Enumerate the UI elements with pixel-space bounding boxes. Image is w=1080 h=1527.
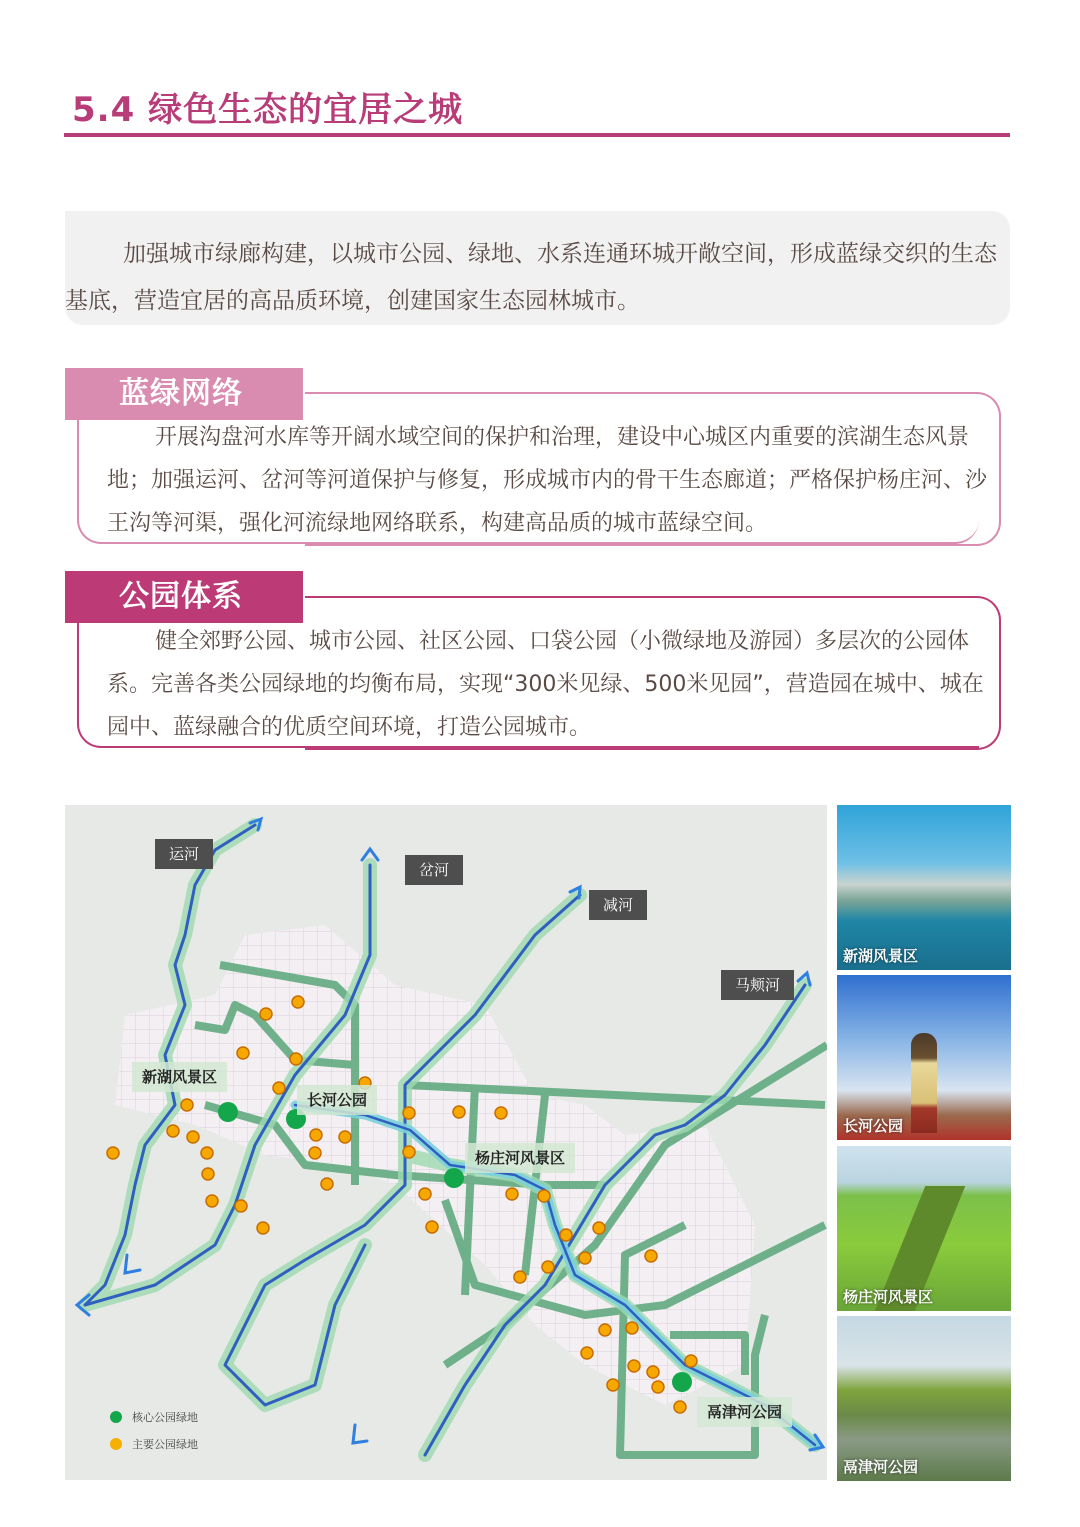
green-network-map (65, 805, 827, 1480)
section-text-park (107, 620, 987, 749)
section-title-park: 公园体系 (65, 571, 303, 623)
title-divider (64, 133, 1010, 137)
legend-label: 主要公园绿地 (132, 1438, 198, 1451)
legend-item-major-park (110, 1436, 198, 1452)
river-label-yunhe: 运河 (155, 839, 213, 869)
photo-gejinhe-park (837, 1316, 1011, 1481)
photo-caption: 长河公园 (843, 1117, 904, 1135)
photo-caption: 杨庄河风景区 (843, 1288, 934, 1306)
legend-item-core-park (110, 1409, 198, 1425)
section-title-blue-green: 蓝绿网络 (65, 368, 303, 420)
place-label-gejinhe: 鬲津河公园 (697, 1397, 792, 1427)
intro-text: 加强城市绿廊构建，以城市公园、绿地、水系连通环城开敞空间，形成蓝绿交织的生态基底，营造宜居的高品质环境，创建国家生态园林城市。 (65, 241, 997, 314)
photo-caption: 鬲津河公园 (843, 1458, 919, 1476)
river-label-majiahe: 马颊河 (721, 970, 794, 1000)
place-label-changhe: 长河公园 (297, 1085, 377, 1115)
section-text-blue-green (107, 416, 987, 545)
section-paragraph: 健全郊野公园、城市公园、社区公园、口袋公园（小微绿地及游园）多层次的公园体系。完善各类公园绿地的均衡布局，实现“300米见绿、500米见园”，营造园在城中、城在园中、蓝绿融合的优质空间环境，打造公园城市。 (107, 629, 984, 740)
intro-box (65, 211, 1010, 325)
map-graphic (65, 805, 827, 1480)
photo-yangzhuanghe-scenic-area (837, 1146, 1011, 1311)
statue-shape (911, 1033, 937, 1133)
place-label-xinhu: 新湖风景区 (132, 1062, 227, 1092)
legend-label: 核心公园绿地 (132, 1411, 198, 1424)
page-title: 5.4 绿色生态的宜居之城 (72, 90, 464, 130)
photo-xinhu-scenic-area (837, 805, 1011, 970)
photo-caption: 新湖风景区 (843, 947, 919, 965)
place-label-yangzhuanghe: 杨庄河风景区 (465, 1143, 575, 1173)
major-park-dot-icon (110, 1438, 122, 1450)
section-paragraph: 开展沟盘河水库等开阔水域空间的保护和治理，建设中心城区内重要的滨湖生态风景地；加强运河、岔河等河道保护与修复，形成城市内的骨干生态廊道；严格保护杨庄河、沙王沟等河渠，强化河流绿地网络联系，构建高品质的城市蓝绿空间。 (107, 425, 988, 536)
photo-changhe-park (837, 975, 1011, 1140)
river-label-jianhe: 减河 (589, 890, 647, 920)
core-park-dot-icon (110, 1411, 122, 1423)
river-label-chahe: 岔河 (405, 855, 463, 885)
